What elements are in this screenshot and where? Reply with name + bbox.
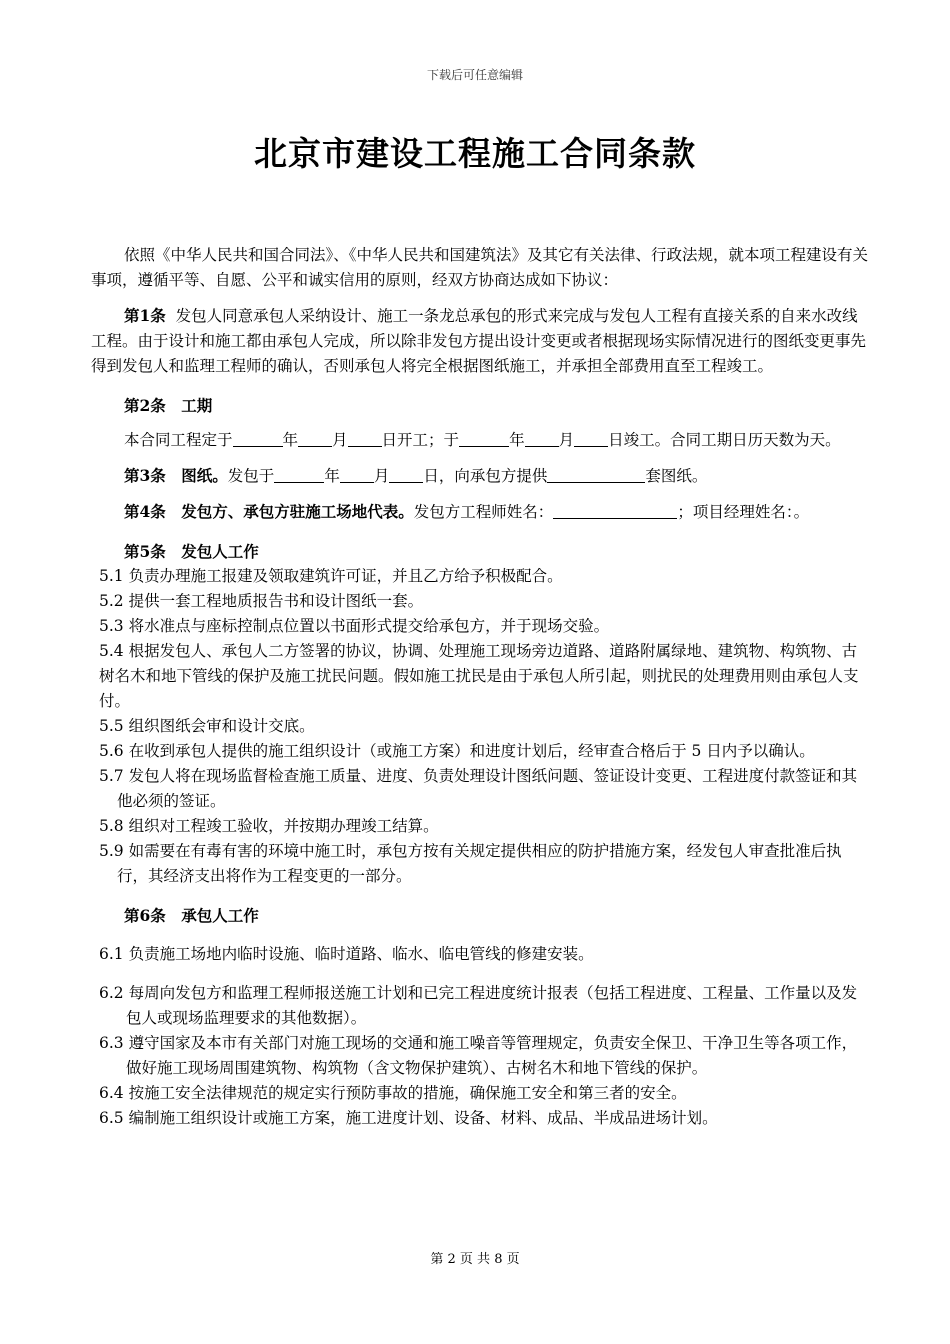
art3-month: 月 — [373, 467, 390, 485]
document-title: 北京市建设工程施工合同条款 — [254, 134, 696, 173]
art3-text-3: 套图纸。 — [645, 467, 708, 485]
article-1-number: 第1条 — [124, 306, 166, 325]
art2-year: 年 — [282, 431, 299, 449]
blank-field — [574, 432, 608, 447]
list-item: 6.4 按施工安全法律规范的规定实行预防事故的措施，确保施工安全和第三者的安全。 — [99, 1084, 687, 1102]
blank-field — [547, 468, 645, 483]
art3-text-1: 发包于 — [227, 467, 275, 485]
page-number: 第 2 页 共 8 页 — [430, 1252, 520, 1267]
art2-month: 月 — [332, 431, 348, 449]
art2-end: 日竣工。合同工期日历天数为天。 — [608, 431, 841, 449]
article-1 — [91, 303, 871, 379]
list-item: 5.4 根据发包人、承包人二方签署的协议，协调、处理施工现场旁边道路、道路附属绿地、建筑物、构筑物、古树名木和地下管线的保护及施工扰民问题。假如施工扰民是由于承包人所引起，则扰民的处理费用则由承包人支付。 — [99, 642, 859, 710]
list-item: 6.1 负责施工场地内临时设施、临时道路、临水、临电管线的修建安装。 — [99, 945, 594, 963]
list-item: 6.5 编制施工组织设计或施工方案，施工进度计划、设备、材料、成品、半成品进场计划。 — [99, 1109, 718, 1127]
list-item: 5.1 负责办理施工报建及领取建筑许可证，并且乙方给予积极配合。 — [99, 567, 563, 585]
intro-paragraph: 依照《中华人民共和国合同法》、《中华人民共和国建筑法》及其它有关法律、行政法规，就本项工程建设有关事项，遵循平等、自愿、公平和诚实信用的原则，经双方协商达成如下协议： — [91, 246, 869, 289]
article-4 — [91, 499, 871, 525]
page-header-note: 下载后可任意编辑 — [426, 68, 523, 82]
list-item: 5.9 如需要在有毒有害的环境中施工时，承包方按有关规定提供相应的防护措施方案，经发包人审查批准后执行，其经济支出将作为工程变更的一部分。 — [99, 842, 842, 885]
article-2-heading: 第2条 工期 — [124, 396, 213, 415]
list-item: 6.2 每周向发包方和监理工程师报送施工计划和已完工程进度统计报表（包括工程进度、工程量、工作量以及发包人或现场监理要求的其他数据）。 — [99, 984, 858, 1027]
blank-field — [389, 468, 423, 483]
blank-field — [348, 432, 382, 447]
blank-field — [274, 468, 324, 483]
art2-month-2: 月 — [558, 431, 575, 449]
art2-year-2: 年 — [509, 431, 525, 449]
article-3-heading: 第3条 图纸。 — [124, 466, 228, 485]
art2-text-1: 本合同工程定于 — [124, 431, 233, 449]
blank-field — [525, 432, 559, 447]
blank-field — [553, 504, 677, 519]
list-item: 5.5 组织图纸会审和设计交底。 — [99, 717, 315, 735]
article-2-text — [91, 428, 871, 453]
art2-start: 日开工；于 — [381, 431, 460, 449]
article-6-heading: 第6条 承包人工作 — [124, 906, 259, 925]
art4-text-1: 发包方工程师姓名： — [413, 503, 554, 521]
list-item: 6.3 遵守国家及本市有关部门对施工现场的交通和施工噪音等管理规定，负责安全保卫、干净卫生等各项工作，做好施工现场周围建筑物、构筑物（含文物保护建筑）、古树名木和地下管线的保护。 — [99, 1034, 858, 1077]
list-item: 5.7 发包人将在现场监督检查施工质量、进度、负责处理设计图纸问题、签证设计变更、工程进度付款签证和其他必须的签证。 — [99, 767, 858, 810]
article-5-heading: 第5条 发包人工作 — [124, 542, 259, 561]
art3-text-2: 日，向承包方提供 — [423, 467, 548, 485]
article-4-heading: 第4条 发包方、承包方驻施工场地代表。 — [124, 502, 414, 521]
list-item: 5.8 组织对工程竣工验收，并按期办理竣工结算。 — [99, 817, 439, 835]
blank-field — [298, 432, 332, 447]
article-3 — [91, 463, 871, 489]
blank-field — [340, 468, 374, 483]
art3-year: 年 — [324, 467, 340, 485]
blank-field — [459, 432, 509, 447]
list-item: 5.3 将水准点与座标控制点位置以书面形式提交给承包方，并于现场交验。 — [99, 617, 610, 635]
article-1-text: 发包人同意承包人采纳设计、施工一条龙总承包的形式来完成与发包人工程有直接关系的自来水改线工程。由于设计和施工都由承包人完成，所以除非发包方提出设计变更或者根据现场实际情况进行的图纸变更事先得到发包人和监理工程师的确认，否则承包人将完全根据图纸施工，并承担全部费用直至工程竣工。 — [91, 307, 867, 375]
blank-field — [233, 432, 283, 447]
document-body — [91, 243, 871, 1131]
art4-text-2: ；项目经理姓名：。 — [677, 503, 810, 521]
list-item: 5.6 在收到承包人提供的施工组织设计（或施工方案）和进度计划后，经审查合格后于 5 日内予以确认。 — [99, 742, 815, 760]
list-item: 5.2 提供一套工程地质报告书和设计图纸一套。 — [99, 592, 424, 610]
